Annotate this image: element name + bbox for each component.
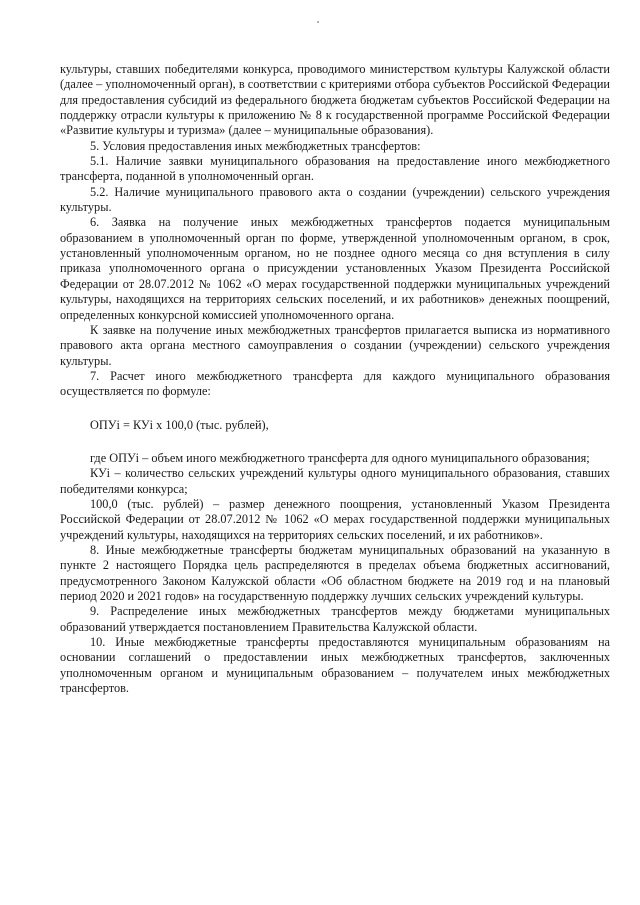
definition-opu: где ОПУi – объем иного межбюджетного трансферта для одного муниципального образования; (90, 450, 590, 465)
document-body (60, 62, 610, 696)
paragraph-9: 9. Распределение иных межбюджетных трансфертов между бюджетами муниципальных образований утверждается постановлением Правительства Калужской области. (60, 604, 610, 634)
definition-ku: КУi – количество сельских учреждений культуры одного муниципального образования, ставших победителями конкурса; (60, 466, 610, 496)
paragraph-5-1: 5.1. Наличие заявки муниципального образования на предоставление иного межбюджетного трансферта, поданной в уполномоченный орган. (60, 154, 610, 184)
paragraph-5: 5. Условия предоставления иных межбюджетных трансфертов: (90, 138, 421, 153)
paragraph-8: 8. Иные межбюджетные трансферты бюджетам муниципальных образований на указанную в пункте 2 настоящего Порядка цель распределяются в пределах объема бюджетных ассигнований, предусмотренного Законом Калужской области «Об областном бюджете на 2019 год и на плановый период 2020 и 2021 годов» на государственную поддержку лучших сельских учреждений культуры. (60, 542, 610, 603)
definition-amount: 100,0 (тыс. рублей) – размер денежного поощрения, установленный Указом Президента Российской Федерации от 28.07.2012 № 1062 «О мерах государственной поддержки муниципальных учреждений культуры, находящихся на территориях сельских поселений, и их работников». (60, 496, 610, 542)
paragraph-5-2: 5.2. Наличие муниципального правового акта о создании (учреждении) сельского учреждения культуры. (60, 184, 610, 215)
paragraph-6-attachment: К заявке на получение иных межбюджетных трансфертов прилагается выписка из нормативного правового акта органа местного самоуправления о создании (учреждении) сельского учреждения культуры. (60, 322, 610, 368)
paragraph-6: 6. Заявка на получение иных межбюджетных трансфертов подается муниципальным образованием в уполномоченный орган по форме, утвержденной уполномоченным органом, в срок, установленный уполномоченным органом, но не позднее одного месяца со дня вступления в силу приказа уполномоченного органа о присуждении установленных Указом Президента Российской Федерации от 28.07.2012 № 1062 «О мерах государственной поддержки муниципальных учреждений культуры, находящихся на территориях сельских поселений, и их работников» денежных поощрений, определенных конкурсной комиссией уполномоченного органа. (60, 215, 610, 322)
paragraph-10: 10. Иные межбюджетные трансферты предоставляются муниципальным образованиям на основании соглашений о предоставлении иных межбюджетных трансфертов, заключенных уполномоченным органом и муниципальным образованием – получателем иных межбюджетных трансфертов. (60, 635, 610, 696)
paragraph-continuation: культуры, ставших победителями конкурса, проводимого министерством культуры Калужской области (далее – уполномоченный орган), в соответствии с критериями отбора субъектов Российской Федерации для предоставления субсидий из федерального бюджета бюджетам субъектов Российской Федерации на поддержку отрасли культуры к приложению № 8 к государственной программе Российской Федерации «Развитие культуры и туризма» (далее – муниципальные образования). (60, 62, 610, 138)
formula: ОПУi = КУi х 100,0 (тыс. рублей), (90, 417, 269, 432)
scan-dot (317, 21, 319, 23)
paragraph-7: 7. Расчет иного межбюджетного трансферта для каждого муниципального образования осуществляется по формуле: (60, 368, 610, 399)
